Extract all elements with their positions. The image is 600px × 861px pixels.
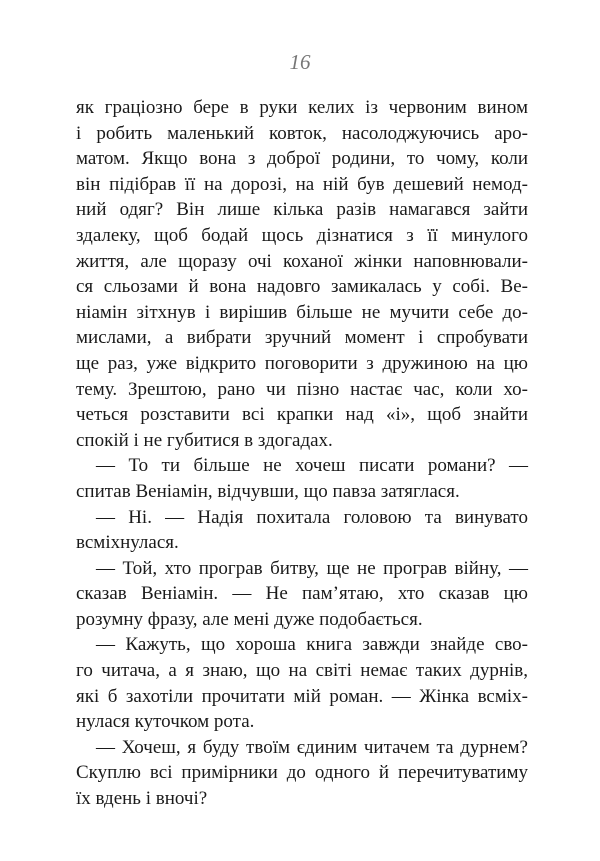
text-line: ніамін зітхнув і вирішив більше не мучити себе до-: [76, 301, 528, 323]
text-line: життя, але щоразу очі коханої жінки наповнювали-: [76, 250, 528, 272]
page-number: 16: [289, 50, 311, 74]
text-line: спитав Веніамін, відчувши, що павза затяглася.: [76, 480, 460, 502]
paragraph: [76, 735, 528, 812]
text-line: спокій і не губитися в здогадах.: [76, 429, 333, 451]
text-line: четься розставити всі крапки над «і», щоб знайти: [76, 404, 528, 426]
text-line: ся сльозами й вона надовго замикалась у собі. Ве-: [76, 276, 528, 298]
paragraph: [76, 95, 528, 453]
text-line: ще раз, уже відкрито поговорити з дружиною на цю: [76, 352, 528, 374]
text-line: тему. Зрештою, рано чи пізно настає час, коли хо-: [76, 378, 528, 400]
text-line: всміхнулася.: [76, 532, 179, 554]
text-line: ний одяг? Він лише кілька разів намагався зайти: [76, 199, 528, 221]
paragraph: [76, 505, 528, 556]
text-line: які б захотіли прочитати мій роман. — Жінка всміх-: [76, 685, 528, 707]
paragraph: [76, 453, 528, 504]
text-line: матом. Якщо вона з доброї родини, то чому, коли: [76, 148, 528, 170]
text-line: — Той, хто програв битву, ще не програв війну, —: [96, 557, 528, 579]
text-line: мислами, а вибрати зручний момент і спробувати: [76, 327, 528, 349]
text-line: — Ні. — Надія похитала головою та винувато: [96, 506, 528, 528]
text-line: їх вдень і вночі?: [76, 788, 208, 810]
text-line: і робить маленький ковток, насолоджуючись аро-: [76, 122, 528, 144]
text-line: — Хочеш, я буду твоїм єдиним читачем та дурнем?: [96, 736, 528, 758]
text-line: го читача, а я знаю, що на світі немає таких дурнів,: [76, 660, 528, 682]
text-line: як граціозно бере в руки келих із червоним вином: [76, 97, 528, 118]
text-line: Скуплю всі примірники до одного й перечитуватиму: [76, 762, 528, 784]
body-text: [76, 95, 528, 812]
text-line: — Кажуть, що хороша книга завжди знайде сво-: [96, 634, 528, 656]
text-line: нулася куточком рота.: [76, 711, 255, 733]
text-line: здалеку, щоб бодай щось дізнатися з її минулого: [76, 224, 528, 246]
text-line: — То ти більше не хочеш писати романи? —: [96, 455, 528, 477]
text-line: розумну фразу, але мені дуже подобається.: [76, 608, 423, 630]
text-line: сказав Веніамін. — Не пам’ятаю, хто сказав цю: [76, 583, 528, 605]
paragraph: [76, 632, 528, 734]
paragraph: [76, 556, 528, 633]
text-line: він підібрав її на дорозі, на ній був дешевий немод-: [76, 173, 528, 195]
